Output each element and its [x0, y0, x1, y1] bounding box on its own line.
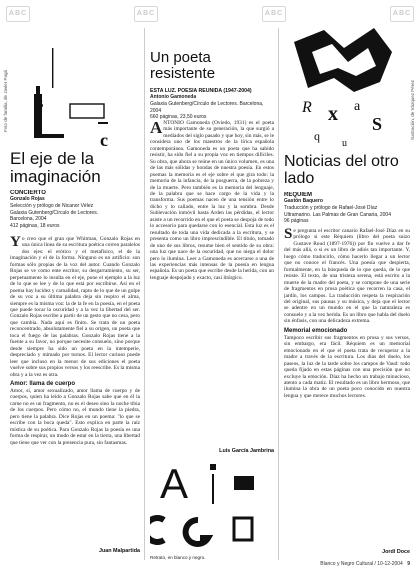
abstract-artwork — [12, 38, 140, 150]
svg-text:u: u — [342, 138, 347, 149]
author-signature: Luis García Jambrina — [219, 448, 274, 454]
book-meta-4: 412 páginas, 18 euros — [10, 223, 60, 229]
drop-cap: S — [284, 228, 293, 242]
article-body — [10, 236, 140, 378]
svg-text:x: x — [328, 103, 338, 125]
article-body-2: Tampoco escribir sus fragmentos en prosa y sus versos, sin embargo, era fácil. Réquiem es un memorial emocionado en el que el poeta trata de recuperar a la madre a través de la escritura. Los días del duelo, los paseos, la luz de la tarde sobre los campos de Vaud: todo queda fijado en estas páginas con una precisión que no excluye la emoción. Díaz ha hecho un trabajo minucioso, atento a cada matiz. El resultado es un libro hermoso, que ilumina la obra de un poeta poco conocido en nuestra lengua y que merece muchos lectores. — [284, 334, 410, 399]
article-title: El eje de la imaginación — [10, 150, 101, 186]
article-subhead: Amor: llama de cuerpo — [10, 380, 76, 387]
book-author: Gonzalo Rojas — [10, 196, 45, 202]
section-label: CONCIERTO — [10, 190, 46, 196]
column-divider-2 — [278, 28, 279, 560]
author-signature: Juan Malpartida — [98, 548, 140, 554]
book-meta-3: Barcelona, 2004 — [10, 216, 47, 223]
publication-footer: Blanco y Negro Cultural / 10-12-2004 — [320, 561, 403, 567]
photo-credit: Foto de familia, de Javier Pagá — [3, 70, 8, 133]
svg-text:A: A — [160, 460, 189, 507]
svg-text:B: B — [34, 97, 44, 112]
watermark-abc-1: ABC — [6, 6, 30, 22]
page-footer — [284, 561, 410, 567]
article-body-text: e pregunta el escritor canario Rafael-José Díaz en su prólogo si este Réquiem (libro del poeta suizo Gustave Roud (1897-1976)) por fin vuelve a dar fe del más allá, o si es un libro de adiós tan importante. Y, luego cómo traducirlo, cómo hacerlo llegar a un lector que no conoce el francés. Una poesía que despierta, formalmente, en la búsqueda de lo que queda, de lo que resiste. El texto, de una tristeza serena, está escrito a la muerte de la madre del poeta, y se compone de una serie de fragmentos en prosa poética que recorren la casa, el jardín, los campos. La traducción respeta la respiración del original, sus pausas y su música, y deja que el lector se adentre en un mundo en el que la naturaleza es consuelo y a la vez herida. Es un libro que habla del duelo sin énfasis, con una delicadeza extrema. — [284, 228, 410, 325]
book-meta-1: Traducción y prólogo de Rafael-José Díaz — [284, 204, 378, 211]
book-meta-2: Galaxia Gutenberg/Círculo de Lectores. — [10, 209, 99, 216]
page-number: 9 — [407, 561, 410, 567]
article-body-2: Amor, sí, amor sexualizado, amor llama de cuerpo y de cuerpos, quien ha leído a Gonzalo Rojas sabe que en él la carne no es un fragmento, no es el deseo sino la noche tibia de los cuerpos. Pero cómo no, el mundo tiene la piedra, pero tiene la palabra. Dice Rojas en un poema: "lo que se escribe con la boca queda". Esto explica en parte la raíz mística de su poética. Para Gonzalo Rojas la poesía es una forma de respirar, un modo de estar en la tierra, una libertad que tiene que ver con la presencia pura, sin fantasmas. — [10, 387, 140, 446]
svg-text:R: R — [302, 99, 312, 116]
photo-credit: Ilustración, de Vázquez Pérez — [410, 80, 415, 140]
watermark-abc-4: ABC — [390, 6, 414, 22]
article-title: Un poeta resistente — [150, 50, 216, 82]
watermark-abc-3: ABC — [262, 6, 286, 22]
book-meta-2: 660 páginas, 23,50 euros — [150, 114, 207, 121]
book-author: Gastón Baquero — [284, 198, 323, 204]
author-signature: Jordi Doce — [382, 549, 410, 555]
drop-cap: A — [150, 120, 163, 137]
book-meta-1: Galaxia Gutenberg/Círculo de Lectores. Barcelona, 2004 — [150, 100, 264, 114]
svg-text:a: a — [354, 99, 361, 114]
article-body-text: o creo que el gran que Whitman, Gonzalo Rojas en una única línea de su escritura poética corren paralelos dos ejes: el erótico y el metafísico, el de la imaginación y el de la forma. Ninguno es un artificio: son formas sólo propias de la voz del autor. Cuando Gonzalo Rojas se ve como ente escritor, su desgarramiento, su ser, perpetuamente lo insulta en el eje, pone el ejemplo a la luz de lo que se lee y de lo que está por escribirse. Así en el poema hay lucidez y carnalidad, rapto de lo que de un golpe de su voz a su última palabra deja sin respiro el alma, siempre es la misma voz: la de la fe en la poesía, en el poeta que puede tocar la oscuridad y a la vez la libertad del ser. Gonzalo Rojas escribe a partir de un gesto que no cesa, pero que cambia. Nada aquí es finito. Se trata de un poeta reconcentrado, absolutamente fiel a su origen, un poeta que toca el fuego de las palabras. Gonzalo Rojas tiene a la fuente a su favor, no porque necesite consuelo, sino porque desde siempre ha sido un poeta en la intemperie, despreciado y mimado por turnos. El lector curioso puede leer que incluso en la menor de sus ediciones el poeta vuelve sobre sus propios versos y los reescribe. Es la misma obra y a la vez es otra. — [10, 236, 140, 378]
article-subhead: Memorial emocionado — [284, 327, 348, 334]
svg-text:c: c — [100, 130, 108, 150]
geometric-letters-artwork — [150, 458, 274, 554]
book-meta-3: 96 páginas — [284, 218, 309, 225]
book-meta-1: Selección y prólogo de Nicanor Vélez — [10, 202, 94, 209]
drop-cap: Y — [10, 236, 21, 250]
article-body — [284, 228, 410, 325]
column-divider-1 — [144, 28, 145, 560]
section-label: RÉQUIEM — [284, 192, 313, 198]
letter-collage-artwork — [284, 22, 404, 150]
svg-text:q: q — [314, 129, 320, 143]
section-label: ESTA LUZ. POESÍA REUNIDA (1947-2004) — [150, 88, 252, 94]
book-meta-2: Ultramarino. Las Palmas de Gran Canaria, 2004 — [284, 211, 391, 218]
watermark-abc-2: ABC — [134, 6, 158, 22]
article-title: Noticias del otro lado — [284, 154, 399, 187]
book-author: Antonio Gamoneda — [150, 94, 197, 100]
svg-text:S: S — [372, 114, 383, 134]
image-caption: Retrato, en blanco y negro. — [150, 555, 206, 560]
article-body — [150, 120, 274, 281]
article-body-text: NTONIO Gamoneda (Oviedo, 1931) es el poeta más importante de su generación, la que surgió a mediados del siglo pasado y que hoy, sin más, se le considera uno de los maestros de la lírica española contemporánea. Gamoneda es un poeta que ha sabido resistir, ha sido fiel a su propia voz en tiempos difíciles. Su obra, que ahora se reúne en un único volumen, es una de las más sólidas y hondas de nuestra poesía. En estos poemas la memoria es el eje sobre el que gira todo: la memoria de la infancia, de la posguerra, de la pobreza y de la muerte. Pero también es la memoria del lenguaje, de la palabra que se hace cargo de la vida y la transforma. Sus poemas nacen de una tensión entre lo dicho y lo callado, entre la luz y la sombra. Desde Sublevación inmóvil hasta Arden las pérdidas, el lector asiste a un recorrido en el que el poeta se despoja de todo lo accesorio para quedarse con lo esencial. Esta luz es el resultado de toda una vida dedicada a la escritura, y se presenta como un libro imprescindible. El título, tomado de uno de sus libros, resume bien el sentido de su obra: una luz que nace de la oscuridad, que no niega el dolor pero lo ilumina. Leer a Gamoneda es acercarse a una de las experiencias más intensas de la poesía en lengua española. Es un poeta que escribe desde la herida, con un lenguaje despojado y exacto, casi litúrgico. — [150, 120, 274, 281]
